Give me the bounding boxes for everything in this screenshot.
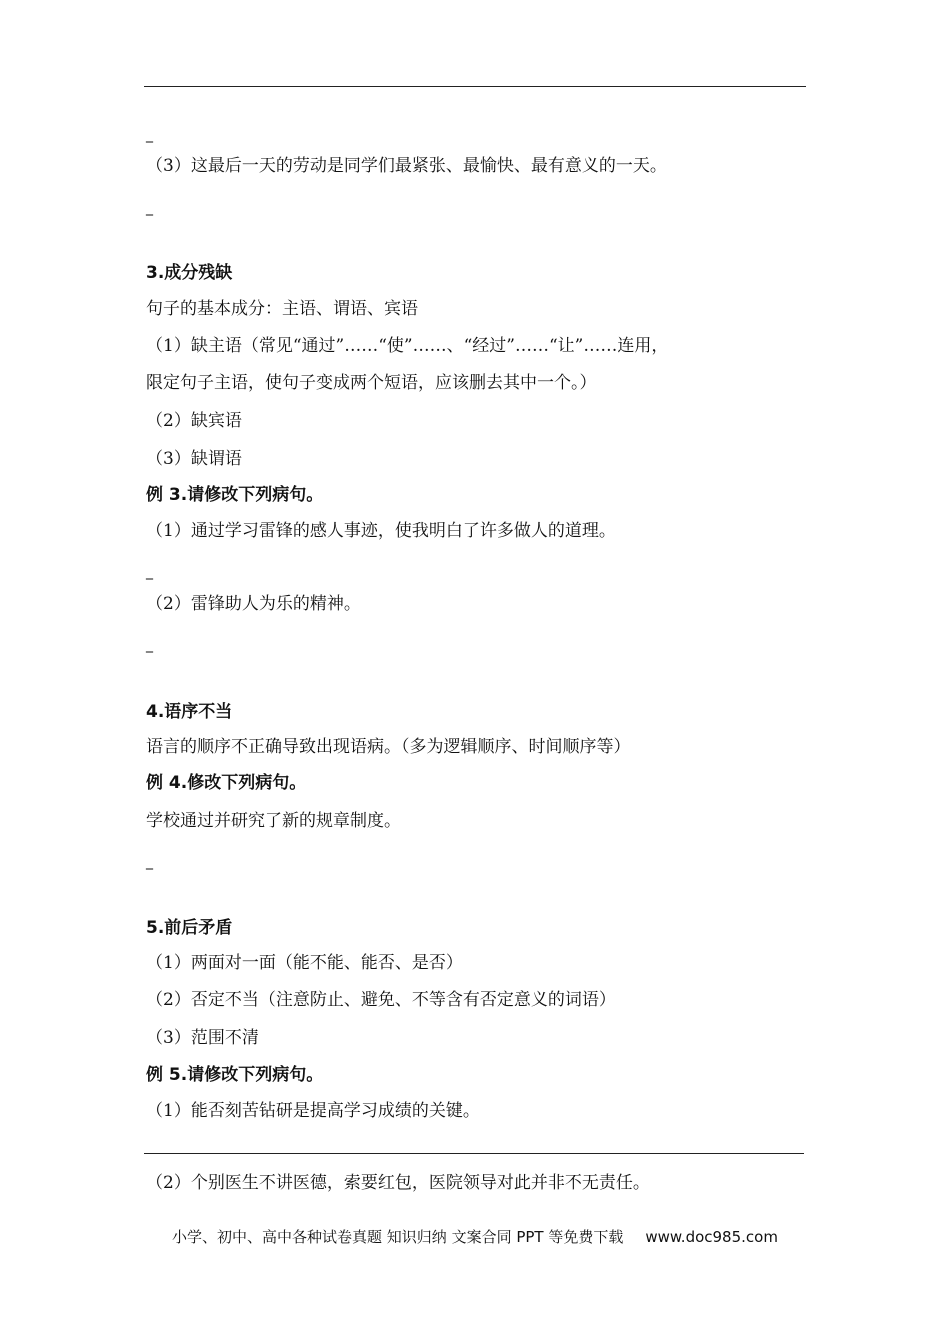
example-item: 学校通过并研究了新的规章制度。 [146, 811, 401, 831]
example-heading: 例 4.修改下列病句。 [146, 773, 307, 793]
answer-blank: _ [146, 564, 153, 580]
paragraph: （1）缺主语（常见“通过”……“使”……、“经过”……“让”……连用， [146, 336, 669, 356]
answer-blank: _ [146, 127, 153, 143]
section-heading: 5.前后矛盾 [146, 918, 233, 938]
example-heading: 例 3.请修改下列病句。 [146, 485, 324, 505]
page-footer [0, 1226, 950, 1248]
paragraph: 语言的顺序不正确导致出现语病。（多为逻辑顺序、时间顺序等） [146, 737, 631, 757]
section-heading: 3.成分残缺 [146, 263, 233, 283]
answer-blank: _ [146, 200, 153, 216]
paragraph: （3）范围不清 [146, 1028, 259, 1048]
answer-blank: _ [146, 854, 153, 870]
example-item: （2）个别医生不讲医德，索要红包，医院领导对此并非不无责任。 [146, 1173, 650, 1193]
answer-line [144, 1153, 804, 1154]
answer-blank: _ [146, 637, 153, 653]
example-item: （1）能否刻苦钻研是提高学习成绩的关键。 [146, 1101, 480, 1121]
example-heading: 例 5.请修改下列病句。 [146, 1065, 324, 1085]
paragraph: 限定句子主语，使句子变成两个短语，应该删去其中一个。） [146, 373, 597, 393]
paragraph: （2）否定不当（注意防止、避免、不等含有否定意义的词语） [146, 990, 616, 1010]
top-answer-line [144, 86, 806, 87]
footer-text: 小学、初中、高中各种试卷真题 知识归纳 文案合同 PPT 等免费下载 [172, 1228, 624, 1246]
paragraph: （3）缺谓语 [146, 449, 242, 469]
paragraph: （2）缺宾语 [146, 411, 242, 431]
example-item: （2）雷锋助人为乐的精神。 [146, 594, 361, 614]
footer-url[interactable]: www.doc985.com [645, 1228, 778, 1246]
section-heading: 4.语序不当 [146, 702, 233, 722]
example-item: （3）这最后一天的劳动是同学们最紧张、最愉快、最有意义的一天。 [146, 156, 667, 176]
example-item: （1）通过学习雷锋的感人事迹，使我明白了许多做人的道理。 [146, 521, 616, 541]
paragraph: （1）两面对一面（能不能、能否、是否） [146, 953, 463, 973]
paragraph: 句子的基本成分：主语、谓语、宾语 [146, 299, 418, 319]
